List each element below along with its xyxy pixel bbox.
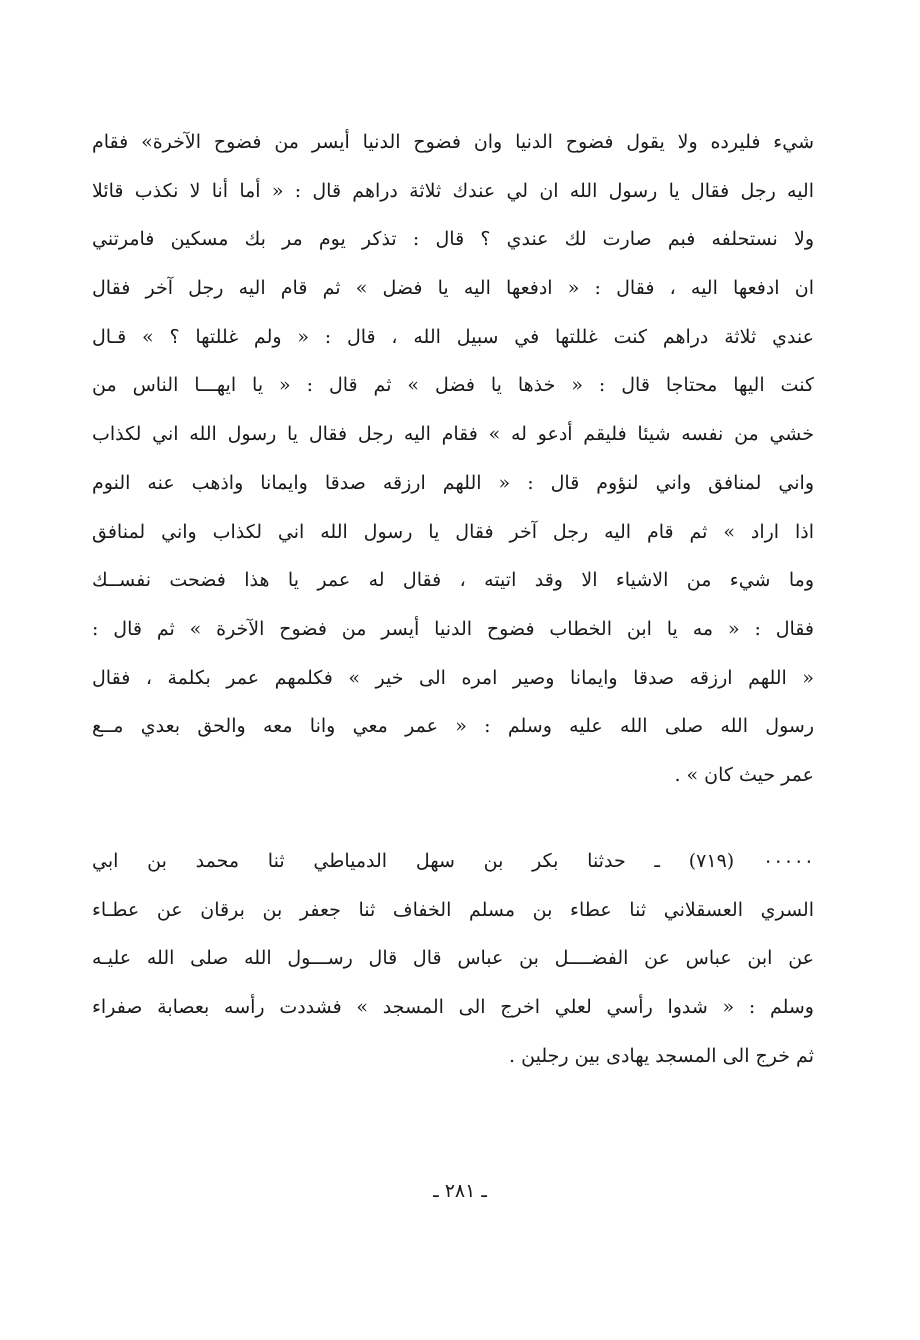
- text-line: اذا اراد » ثم قام اليه رجل آخر فقال يا رسول الله اني لكذاب واني لمنافق: [92, 520, 814, 543]
- text-line: كنت اليها محتاجا قال : « خذها يا فضل » ثم قال : « يا ايهـــا الناس من: [92, 374, 814, 397]
- text-line: ان ادفعها اليه ، فقال : « ادفعها اليه يا فضل » ثم قام اليه رجل آخر فقال: [92, 277, 814, 300]
- text-line: وسلم : « شدوا رأسي لعلي اخرج الى المسجد » فشددت رأسه بعصابة صفراء: [92, 996, 814, 1019]
- text-line: شيء فليرده ولا يقول فضوح الدنيا وان فضوح الدنيا أيسر من فضوح الآخرة» فقام: [92, 131, 814, 153]
- paragraph-hadith-719: [92, 837, 814, 1080]
- text-line: رسول الله صلى الله عليه وسلم : « عمر معي وانا معه والحق بعدي مــع: [92, 715, 814, 738]
- text-line: خشي من نفسه شيئا فليقم أدعو له » فقام اليه رجل فقال يا رسول الله اني لكذاب: [92, 423, 814, 446]
- text-line: السري العسقلاني ثنا عطاء بن مسلم الخفاف ثنا جعفر بن برقان عن عطـاء: [92, 898, 814, 921]
- text-line: واني لمنافق واني لنؤوم قال : « اللهم ارزقه صدقا وايمانا واذهب عنه النوم: [92, 471, 814, 494]
- text-line: ٠٠٠٠٠ (٧١٩) ـ حدثنا بكر بن سهل الدمياطي ثنا محمد بن ابي: [92, 850, 814, 872]
- page-number: ـ ٢٨١ ـ: [433, 1180, 487, 1202]
- text-line: فقال : « مه يا ابن الخطاب فضوح الدنيا أيسر من فضوح الآخرة » ثم قال :: [92, 617, 814, 640]
- text-line: اليه رجل فقال يا رسول الله ان لي عندك ثلاثة دراهم قال : « أما أنا لا نكذب قائلا: [92, 179, 814, 202]
- text-line: عن ابن عباس عن الفضــــل بن عباس قال قال رســـول الله صلى الله عليـه: [92, 947, 814, 970]
- text-line: ولا نستحلفه فبم صارت لك عندي ؟ قال : تذكر يوم مر بك مسكين فامرتني: [92, 228, 814, 251]
- text-line: « اللهم ارزقه صدقا وايمانا وصير امره الى خير » فكلمهم عمر بكلمة ، فقال: [92, 666, 814, 689]
- text-line: ثم خرج الى المسجد يهادى بين رجلين .: [509, 1044, 814, 1067]
- text-line: عندي ثلاثة دراهم كنت غللتها في سبيل الله ، قال : « ولم غللتها ؟ » قـال: [92, 325, 814, 348]
- text-line: عمر حيث كان » .: [674, 763, 814, 786]
- paragraph-main: [92, 118, 814, 800]
- text-line: وما شيء من الاشياء الا وقد اتيته ، فقال له عمر يا هذا فضحت نفســك: [92, 569, 814, 592]
